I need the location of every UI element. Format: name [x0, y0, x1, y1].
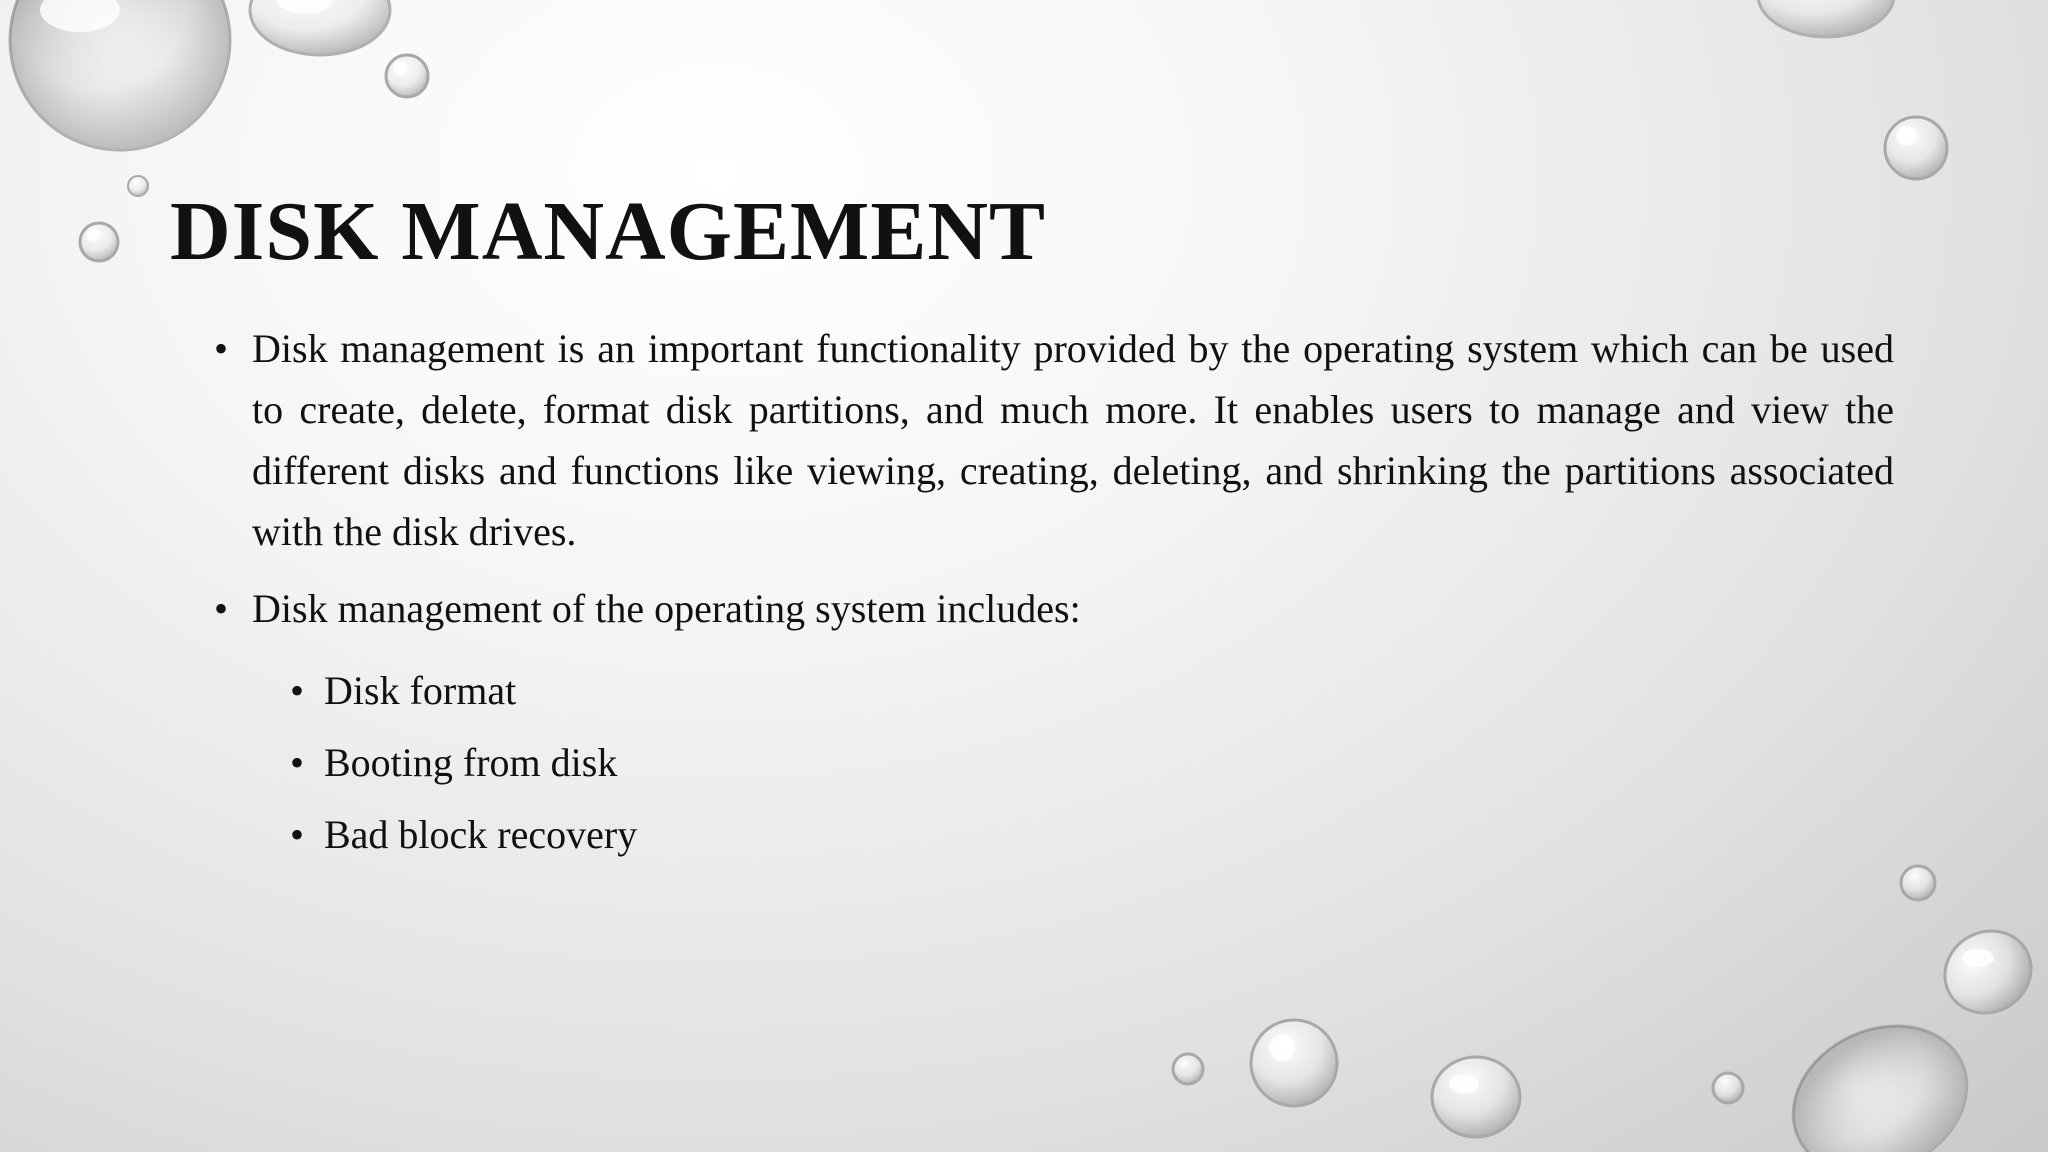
bullet-text: Disk management is an important functionality provided by the operating system which can be used to create, delete, format disk partitions, and much more. It enables users to manage and view the different disks and functions like viewing, creating, deleting, and shrinking the partitions associated with the disk drives.: [252, 326, 1894, 554]
bullet-item: [210, 578, 1894, 639]
sub-bullet-text: Booting from disk: [324, 740, 618, 785]
droplet: [1901, 866, 1935, 900]
sub-bullet-glyph: •: [290, 812, 305, 857]
sub-bullet-text: Bad block recovery: [324, 812, 638, 857]
bullet-item: [210, 318, 1894, 562]
droplet: [1885, 117, 1947, 179]
droplet: [1930, 915, 2046, 1028]
droplet: [386, 55, 428, 97]
sub-bullet-item: [286, 799, 1894, 871]
droplet: [1432, 1057, 1520, 1137]
bullet-glyph: •: [214, 586, 229, 631]
droplet: [1758, 0, 1894, 37]
slide-body: [210, 318, 1894, 871]
droplet: [1173, 1054, 1203, 1084]
sub-bullet-item: [286, 655, 1894, 727]
sub-bullet-text: Disk format: [324, 668, 517, 713]
droplet: [1251, 1020, 1337, 1106]
sub-bullet-glyph: •: [290, 740, 305, 785]
droplet: [1713, 1073, 1743, 1103]
droplet: [250, 0, 390, 55]
slide-title: DISK MANAGEMENT: [170, 185, 1047, 278]
droplet: [80, 223, 118, 261]
sub-bullet-list: [286, 655, 1894, 871]
droplet: [128, 176, 148, 196]
bullet-glyph: •: [214, 326, 229, 371]
sub-bullet-glyph: •: [290, 668, 305, 713]
bullet-text: Disk management of the operating system includes:: [252, 586, 1081, 631]
droplet: [10, 0, 230, 150]
sub-bullet-item: [286, 727, 1894, 799]
droplet: [1769, 999, 1991, 1152]
